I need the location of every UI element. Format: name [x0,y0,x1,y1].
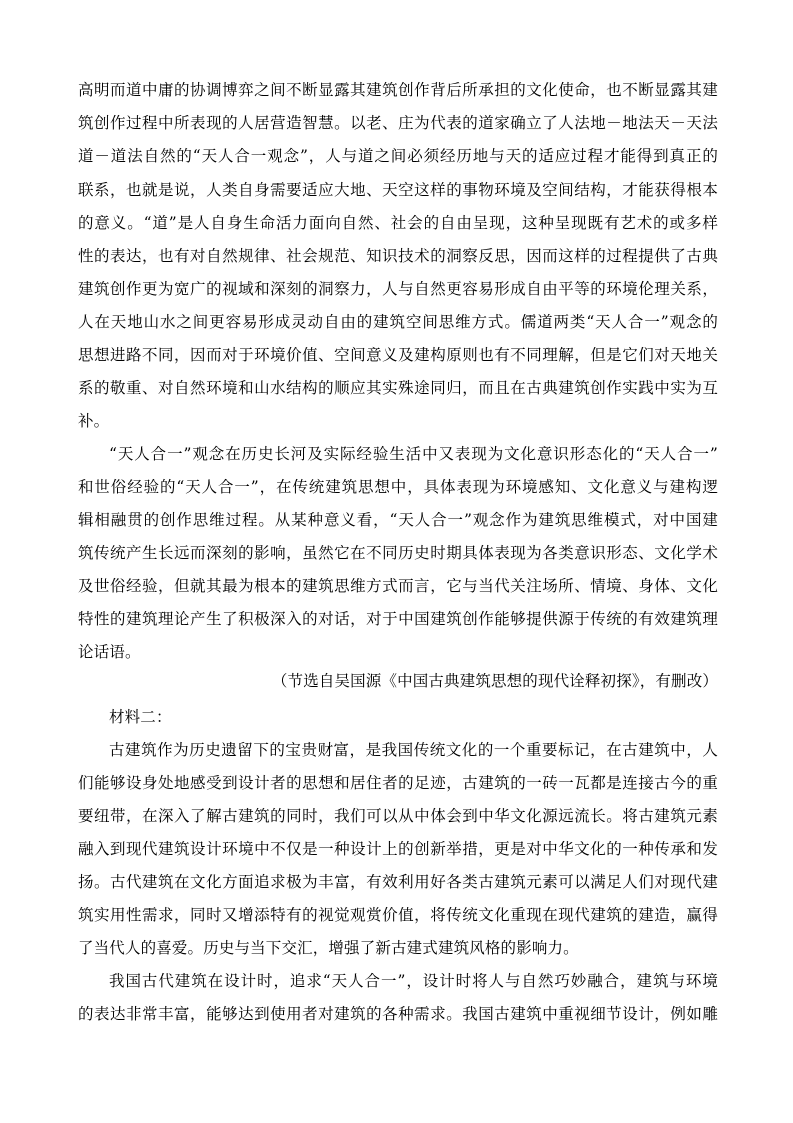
text-line: 和世俗经验的“天人合一”，在传统建筑思想中，具体表现为环境感知、文化意义与建构逻 [78,478,718,496]
text-line: 道－道法自然的“天人合一观念”，人与道之间必须经历地与天的适应过程才能得到真正的 [78,147,718,165]
source-citation: （节选自吴国源《中国古典建筑思想的现代诠释初探》，有删改） [271,672,718,690]
text-line: 系的敬重、对自然环境和山水结构的顺应其实殊途同归，而且在古典建筑创作实践中实为互 [78,379,718,397]
text-line: 筑传统产生长远而深刻的影响，虽然它在不同历史时期具体表现为各类意识形态、文化学术 [78,544,718,562]
text-line: 论话语。 [78,643,141,661]
section-heading: 材料二： [109,708,172,726]
text-line: 我国古代建筑在设计时，追求“天人合一”，设计时将人与自然巧妙融合，建筑与环境 [109,972,718,990]
text-line: 扬。古代建筑在文化方面追求极为丰富，有效利用好各类古建筑元素可以满足人们对现代建 [78,873,718,891]
text-line: 们能够设身处地感受到设计者的思想和居住者的足迹，古建筑的一砖一瓦都是连接古今的重 [78,774,718,792]
text-line: 特性的建筑理论产生了积极深入的对话，对于中国建筑创作能够提供源于传统的有效建筑理 [78,610,718,628]
text-line: 辑相融贯的创作思维过程。从某种意义看，“天人合一”观念作为建筑思维模式，对中国建 [78,511,718,529]
text-line: 及世俗经验，但就其最为根本的建筑思维方式而言，它与当代关注场所、情境、身体、文化 [78,577,718,595]
text-line: 的表达非常丰富，能够达到使用者对建筑的各种需求。我国古建筑中重视细节设计，例如雕 [78,1005,718,1023]
text-line: 筑创作过程中所表现的人居营造智慧。以老、庄为代表的道家确立了人法地－地法天－天法 [78,114,718,132]
text-line: 古建筑作为历史遗留下的宝贵财富，是我国传统文化的一个重要标记，在古建筑中，人 [109,741,718,759]
text-line: 建筑创作更为宽广的视域和深刻的洞察力，人与自然更容易形成自由平等的环境伦理关系， [78,280,718,298]
text-line: 人在天地山水之间更容易形成灵动自由的建筑空间思维方式。儒道两类“天人合一”观念的 [78,313,718,331]
text-line: 补。 [78,412,110,430]
text-line: 思想进路不同，因而对于环境价值、空间意义及建构原则也有不同理解，但是它们对天地关 [78,346,718,364]
text-line: “天人合一”观念在历史长河及实际经验生活中又表现为文化意识形态化的“天人合一” [109,445,718,463]
text-line: 要纽带，在深入了解古建筑的同时，我们可以从中体会到中华文化源远流长。将古建筑元素 [78,807,718,825]
text-line: 性的表达，也有对自然规律、社会规范、知识技术的洞察反思，因而这样的过程提供了古典 [78,247,718,265]
text-line: 融入到现代建筑设计环境中不仅是一种设计上的创新举措，更是对中华文化的一种传承和发 [78,840,718,858]
text-line: 联系，也就是说，人类自身需要适应大地、天空这样的事物环境及空间结构，才能获得根本 [78,181,718,199]
text-line: 筑实用性需求，同时又增添特有的视觉观赏价值，将传统文化重现在现代建筑的建造，赢得 [78,906,718,924]
text-line: 的意义。“道”是人自身生命活力面向自然、社会的自由呈现，这种呈现既有艺术的或多样 [78,214,718,232]
text-line: 高明而道中庸的协调博弈之间不断显露其建筑创作背后所承担的文化使命，也不断显露其建 [78,81,718,99]
text-line: 了当代人的喜爱。历史与当下交汇，增强了新古建式建筑风格的影响力。 [78,939,579,957]
